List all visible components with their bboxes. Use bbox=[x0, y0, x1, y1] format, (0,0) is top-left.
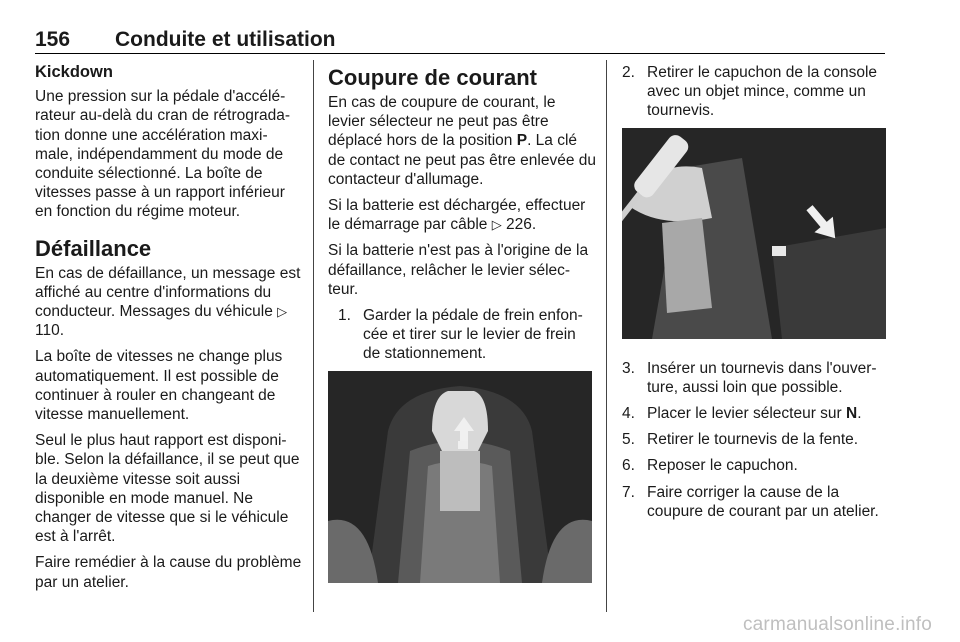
steps-list-col3-bottom bbox=[622, 359, 890, 521]
screwdriver-illustration bbox=[622, 128, 886, 339]
step-number: 3. bbox=[622, 359, 635, 377]
defaillance-paragraph-1 bbox=[35, 264, 305, 341]
step-text: Garder la pédale de frein enfon-cée et tirer sur le levier de frein de stationnement. bbox=[363, 307, 583, 363]
step-text-after: . bbox=[857, 405, 862, 423]
coupure-p1-before: En cas de coupure de courant, le levier sélecteur ne peut pas être déplacé hors de la position bbox=[328, 94, 556, 150]
column-2 bbox=[328, 63, 596, 583]
step-number: 2. bbox=[622, 64, 635, 81]
defaillance-p1-text: En cas de défaillance, un message est affiché au centre d'informations du conducteur. Messages du véhicule bbox=[35, 264, 301, 321]
step-text: Retirer le capuchon de la console avec un objet mince, comme un tournevis. bbox=[647, 64, 878, 120]
step-number: 5. bbox=[622, 431, 635, 449]
step-text: Faire corriger la cause de la coupure de courant par un atelier. bbox=[647, 483, 879, 520]
coupure-heading: Coupure de courant bbox=[328, 65, 538, 90]
step-7 bbox=[622, 483, 890, 521]
defaillance-paragraph-3: Seul le plus haut rapport est disponi-ble. Selon la défaillance, il se peut que la deuxième vitesse soit aussi disponible en mode manuel. Ne changer de vitesse que si le véhicule est à l'arrêt. bbox=[35, 432, 300, 546]
column-1 bbox=[35, 63, 305, 599]
kickdown-text: Une pression sur la pédale d'accélé-rateur au-delà du cran de rétrograda-tion donne une accélération maxi-male, indépendamment du mode de conduite sélectionné. La boîte de vitesses passe à un rapport inférieur en fonction du régime moteur. bbox=[35, 88, 291, 221]
page-header bbox=[35, 28, 885, 56]
coupure-paragraph-1 bbox=[328, 93, 596, 189]
step-text-bold: N bbox=[846, 405, 858, 423]
coupure-p2-ref[interactable]: 226. bbox=[506, 216, 537, 234]
section-title: Conduite et utilisation bbox=[115, 28, 336, 51]
coupure-p2-text: Si la batterie est déchargée, effectuer le démarrage par câble bbox=[328, 197, 586, 234]
gear-lever-illustration bbox=[328, 371, 592, 583]
step-number: 4. bbox=[622, 405, 635, 423]
column-divider bbox=[606, 60, 607, 612]
step-1 bbox=[338, 306, 596, 364]
defaillance-paragraph-4: Faire remédier à la cause du problème par un atelier. bbox=[35, 554, 302, 591]
step-3 bbox=[622, 359, 890, 397]
defaillance-p1-ref[interactable]: 110. bbox=[35, 322, 65, 340]
step-text: Retirer le tournevis de la fente. bbox=[647, 431, 859, 449]
header-rule bbox=[35, 53, 885, 54]
step-text: Reposer le capuchon. bbox=[647, 457, 798, 475]
page-reference-triangle-icon: ▷ bbox=[277, 304, 288, 320]
kickdown-heading: Kickdown bbox=[35, 63, 113, 81]
step-text: Insérer un tournevis dans l'ouver-ture, aussi loin que possible. bbox=[647, 359, 877, 396]
step-number: 7. bbox=[622, 483, 635, 501]
coupure-p1-bold: P bbox=[516, 132, 528, 150]
step-2 bbox=[622, 63, 890, 121]
step-number: 6. bbox=[622, 457, 635, 475]
watermark: carmanualsonline.info bbox=[742, 614, 932, 635]
page-reference-triangle-icon: ▷ bbox=[491, 217, 502, 233]
column-3 bbox=[622, 63, 890, 528]
gear-lever-figure-svg bbox=[328, 371, 592, 583]
column-divider bbox=[313, 60, 314, 612]
step-6 bbox=[622, 456, 890, 475]
page-number: 156 bbox=[35, 28, 71, 51]
defaillance-paragraph-2: La boîte de vitesses ne change plus automatiquement. Il est possible de continuer à rouler en changeant de vitesse manuellement. bbox=[35, 348, 283, 424]
step-5 bbox=[622, 430, 890, 449]
coupure-paragraph-3: Si la batterie n'est pas à l'origine de la défaillance, relâcher le levier sélec-teur. bbox=[328, 242, 589, 298]
steps-list-col2 bbox=[338, 306, 596, 364]
coupure-paragraph-2 bbox=[328, 196, 596, 234]
screwdriver-figure-svg bbox=[622, 128, 886, 339]
defaillance-heading: Défaillance bbox=[35, 235, 152, 261]
step-4 bbox=[622, 404, 890, 423]
steps-list-col3-top bbox=[622, 63, 890, 121]
coupure-p1-after: . La clé de contact ne peut pas être enlevée du contacteur d'allumage. bbox=[328, 132, 597, 188]
step-text-before: Placer le levier sélecteur sur bbox=[647, 405, 846, 423]
step-number: 1. bbox=[338, 307, 351, 325]
